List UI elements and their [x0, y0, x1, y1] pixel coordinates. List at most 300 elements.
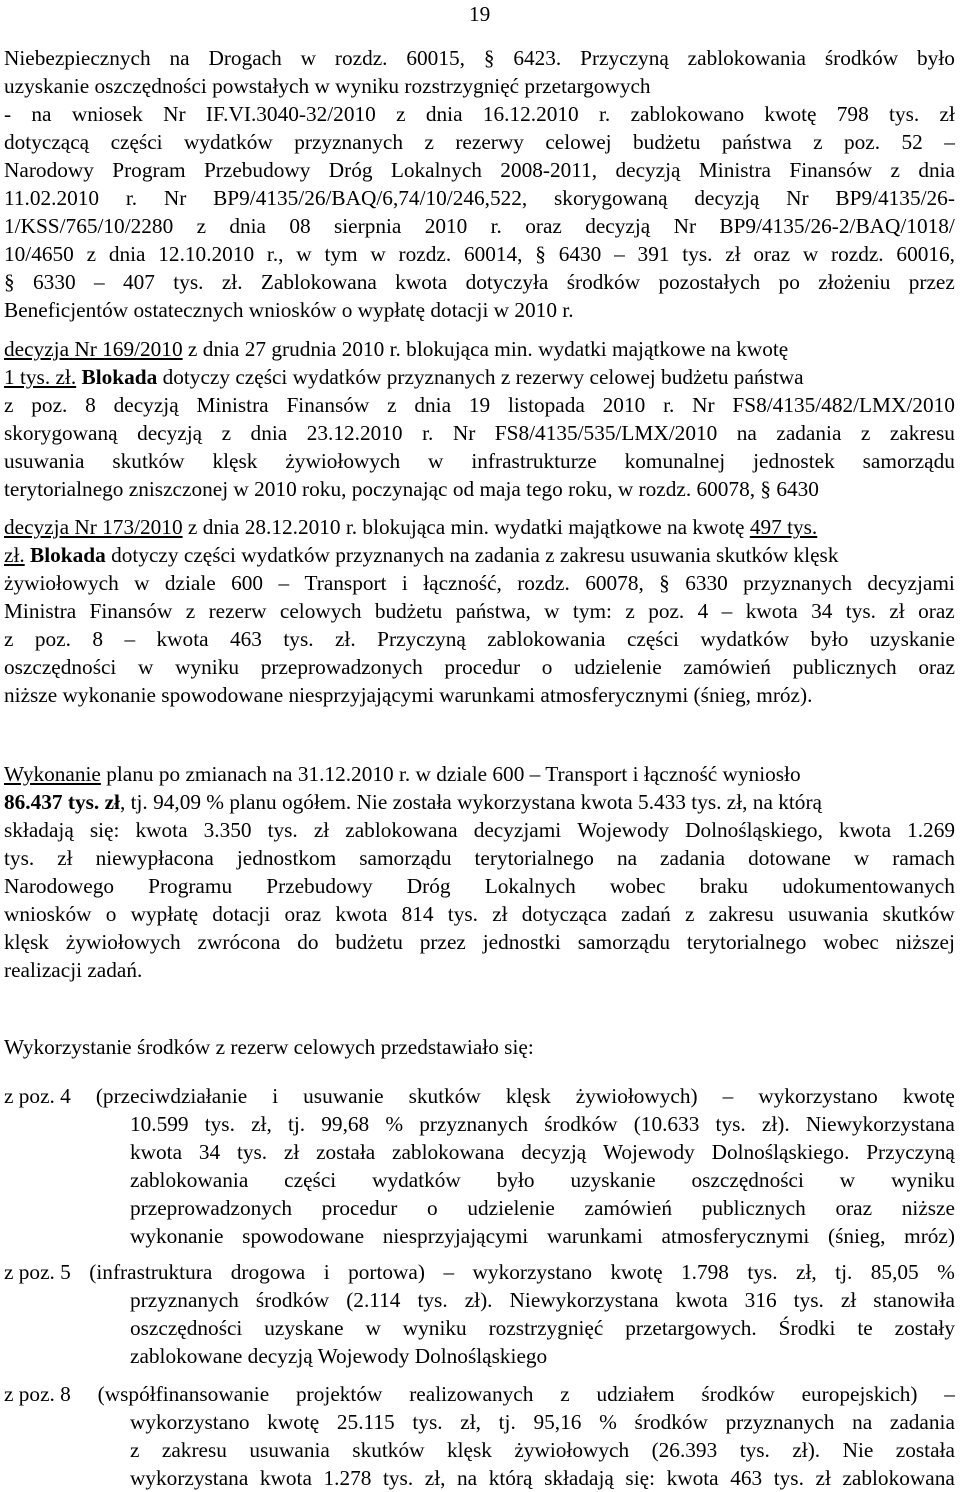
word: uzyskanie [570, 1168, 656, 1192]
text-line: Beneficjentów ostatecznych wniosków o wypłatę dotacji w 2010 r. [4, 298, 574, 322]
item-label: z poz. 8 [4, 1382, 71, 1406]
word: 60016, [896, 242, 955, 266]
word: zamówień [584, 1196, 673, 1220]
word: zadania [889, 1410, 955, 1434]
word: z [130, 1438, 140, 1462]
word: 16.12.2010 [482, 102, 579, 126]
word: 2008-2011, [500, 158, 598, 182]
word: tys. [236, 1140, 268, 1164]
blokada-label: Blokada [30, 543, 106, 567]
word: zł). [464, 1288, 493, 1312]
text-line [4, 653, 955, 681]
word: zł. [334, 627, 356, 651]
word: 85,05 [870, 1260, 919, 1284]
word: środków [566, 270, 641, 294]
word: dotycząca [521, 902, 607, 926]
word: BP9/4135/26/BAQ/6,74/10/246,522, [213, 186, 528, 210]
word: i [401, 571, 408, 595]
word: została [316, 1140, 376, 1164]
word: wykorzystano [758, 1084, 878, 1108]
word: r. [490, 214, 502, 238]
word: w [802, 242, 819, 266]
word: usuwania [249, 1438, 330, 1462]
word: spowodowane [242, 1224, 365, 1248]
page-number: 19 [469, 2, 491, 26]
word: klęsk [446, 1438, 492, 1462]
word: zł. [221, 270, 243, 294]
word: rozdz. [517, 571, 570, 595]
text-line: decyzja Nr 169/2010 z dnia 27 grudnia 2010 r. blokująca min. wydatki majątkowe na kwotę [4, 337, 789, 361]
word: wydatków [184, 130, 273, 154]
text-line [4, 100, 955, 128]
word: BP9/4135/26- [835, 186, 955, 210]
word: wykorzystano [130, 1410, 250, 1434]
word: Przyczyną [866, 1140, 955, 1164]
word: decyzjami [473, 818, 562, 842]
word: z [221, 421, 232, 445]
word: Nr [692, 393, 715, 417]
word: 798 [836, 102, 869, 126]
word: kwota [259, 1466, 312, 1490]
word: udzielenie [574, 655, 662, 679]
word: BP9/4135/26-2/BAQ/1018/ [719, 214, 955, 238]
word: tym [324, 242, 358, 266]
word: IF.VI.3040-32/2010 [205, 102, 376, 126]
word: tys. [739, 1438, 770, 1462]
word: (2.114 [346, 1288, 401, 1312]
word: przeprowadzonych [260, 655, 423, 679]
word: rozdz. [398, 242, 452, 266]
word: r. [599, 102, 611, 126]
word: w [296, 242, 312, 266]
word: dziale [164, 571, 216, 595]
word: kwota [395, 270, 448, 294]
item-label: z poz. 5 [4, 1260, 71, 1284]
word: 463 [230, 627, 262, 651]
word: przez [908, 270, 955, 294]
word: Wojewody [577, 818, 670, 842]
word: jednostkom [236, 846, 337, 870]
word: zł [283, 1140, 300, 1164]
word: komunalnej [624, 449, 726, 473]
word: kwota [666, 1466, 719, 1490]
word: oraz [753, 242, 791, 266]
word: dnia [918, 158, 955, 182]
word: w [365, 1316, 381, 1340]
word: 316 [744, 1288, 777, 1312]
word: tys. [267, 818, 298, 842]
text-line [4, 597, 955, 625]
word: portowa) [348, 1260, 425, 1284]
word: zakresu [708, 902, 774, 926]
word: tys. [773, 1466, 804, 1490]
word: zł [815, 1466, 831, 1490]
word: dnia [108, 242, 146, 266]
item-label: z poz. 4 [4, 1084, 71, 1108]
word: 60078, [585, 571, 644, 595]
word: z [4, 393, 14, 417]
text-line [130, 1110, 955, 1138]
word: dotowane [748, 846, 831, 870]
word: żywiołowych [285, 449, 401, 473]
word: 60014, [463, 242, 523, 266]
word: tj. [835, 1260, 853, 1284]
word: zł). [761, 1112, 790, 1136]
word: skutków [352, 1438, 425, 1462]
word: Przebudowy [266, 874, 373, 898]
word: dnia [414, 393, 452, 417]
word: poz. [648, 599, 685, 623]
word: kwota [135, 818, 188, 842]
word: państwa [721, 130, 792, 154]
word: zadania [776, 421, 842, 445]
text-line [4, 240, 955, 268]
word: się: [89, 818, 120, 842]
word: rezerwy [455, 130, 524, 154]
word: sierpnia [333, 214, 402, 238]
word: Niewykorzystana [805, 1112, 955, 1136]
word: tys. [204, 1112, 235, 1136]
decision-reference: decyzja Nr 173/2010 [4, 515, 183, 539]
word: Wojewody [603, 1140, 695, 1164]
word: mróz) [904, 1224, 955, 1248]
word: jednostki [482, 930, 561, 954]
text-line [4, 816, 955, 844]
word: z [185, 599, 196, 623]
word: (infrastruktura [89, 1260, 213, 1284]
text-line [4, 844, 955, 872]
word: kwota [745, 599, 798, 623]
word: 1.278 [323, 1466, 372, 1490]
word: kwotę [267, 1410, 320, 1434]
word: środków [824, 46, 899, 70]
text-line [130, 1138, 955, 1166]
word: budżetu [633, 130, 701, 154]
text-line [130, 1314, 955, 1342]
word: składają [544, 1466, 614, 1490]
word: było [810, 627, 849, 651]
word: – [93, 270, 105, 294]
text-line [130, 1166, 955, 1194]
paragraph-decision-169 [4, 335, 955, 503]
word: publicznych [701, 1196, 806, 1220]
word: Finansów [789, 158, 873, 182]
word: tys. [382, 1466, 414, 1490]
word: – [614, 242, 625, 266]
word: zł [939, 102, 955, 126]
word: publicznych [792, 655, 897, 679]
word: oszczędności [691, 1168, 804, 1192]
word: rozdz. [831, 242, 884, 266]
text-line [4, 447, 955, 475]
word: samorządu [359, 846, 452, 870]
word: 3.350 [203, 818, 252, 842]
word: zwrócona [197, 930, 281, 954]
word: oszczędności [4, 655, 117, 679]
word: zostały [894, 1316, 955, 1340]
word: zablokowana [392, 1140, 505, 1164]
word: decyzją [694, 186, 760, 210]
word: przez [419, 930, 466, 954]
word: tys. [417, 1288, 448, 1312]
word: Ministra [4, 599, 77, 623]
word: udzielenie [467, 1196, 555, 1220]
reserve-item-poz-5 [4, 1258, 955, 1368]
word: środków [701, 1382, 775, 1406]
word: z [4, 627, 14, 651]
word: zakresu [889, 421, 955, 445]
word: klęsk [4, 930, 49, 954]
word: 8 [92, 627, 104, 651]
word: o [541, 655, 553, 679]
word: 34 [811, 599, 833, 623]
word: w [370, 242, 386, 266]
word: na [616, 846, 638, 870]
amount: 1 tys. zł. [4, 365, 77, 389]
word: dotyczącą [4, 130, 90, 154]
word: 6430 [558, 242, 602, 266]
word: realizowanych [409, 1382, 534, 1406]
word: było [917, 46, 955, 70]
word: się: [625, 1466, 655, 1490]
word: przeprowadzonych [130, 1196, 293, 1220]
word: r., [266, 242, 284, 266]
word: oraz [284, 902, 322, 926]
word: Nr [673, 214, 697, 238]
word: decyzją [113, 393, 179, 417]
word: FS8/4135/482/LMX/2010 [732, 393, 955, 417]
word: klęsk [505, 1084, 551, 1108]
word: Nr [163, 186, 187, 210]
word: Nr [163, 102, 186, 126]
text-line: niższe wykonanie spowodowane niesprzyjającymi warunkami atmosferycznymi (śnieg, mróz). [4, 683, 813, 707]
total-amount: 86.437 tys. zł [4, 790, 120, 814]
word: samorządu [862, 449, 955, 473]
word: oraz [525, 214, 562, 238]
word: Finansów [286, 393, 370, 417]
word: (śnieg, [828, 1224, 886, 1248]
word: skorygowaną [4, 421, 118, 445]
word: udziałem [596, 1382, 675, 1406]
word: – [124, 627, 136, 651]
word: dnia [425, 102, 463, 126]
word: Nie [842, 1438, 874, 1462]
word: zł [889, 599, 905, 623]
word: tys. [845, 599, 876, 623]
word: 1.798 [680, 1260, 729, 1284]
word: jednostek [753, 449, 835, 473]
word: Narodowego [4, 874, 114, 898]
word: uzyskane [264, 1316, 344, 1340]
word: oraz [918, 599, 955, 623]
word: te [857, 1316, 873, 1340]
text-line [4, 900, 955, 928]
word: skutków [882, 902, 955, 926]
word: oszczędności [130, 1316, 243, 1340]
word: 95,16 [533, 1410, 582, 1434]
word: niższe [901, 1196, 955, 1220]
word: terytorialnego [474, 846, 594, 870]
word: części [110, 130, 163, 154]
word: Dolnośląskiego. [711, 1140, 850, 1164]
word: projektów [296, 1382, 383, 1406]
word: składają [4, 818, 74, 842]
word: została [895, 1438, 955, 1462]
word: poz. [34, 627, 71, 651]
word: dotyczyła [465, 270, 549, 294]
word: zł, [796, 1260, 817, 1284]
text-line [4, 928, 955, 956]
word: tys. [173, 270, 204, 294]
amount: 497 tys. [749, 515, 818, 539]
word: rozdz. [334, 46, 388, 70]
word: tys. [793, 1288, 824, 1312]
word: 08 [289, 214, 311, 238]
word: zadania [660, 846, 726, 870]
word: skutków [112, 449, 185, 473]
word: 25.115 [336, 1410, 395, 1434]
word: tym: [572, 599, 612, 623]
word: 60015, [406, 46, 465, 70]
text-line [4, 391, 955, 419]
word: Nr [786, 186, 809, 210]
word: kwota [156, 627, 209, 651]
word: na [169, 46, 190, 70]
word: wykonanie [130, 1224, 224, 1248]
word: zablokowania [687, 46, 806, 70]
word: i [323, 1260, 330, 1284]
word: Zablokowana [260, 270, 377, 294]
word: Niebezpiecznych [4, 46, 151, 70]
word: 2010 [602, 393, 646, 417]
word: z [86, 242, 97, 266]
word: Niewykorzystana [509, 1288, 659, 1312]
word: Lokalnych [390, 158, 482, 182]
word: tys. [715, 1112, 746, 1136]
word: w [134, 571, 150, 595]
word: zablokowania [487, 627, 606, 651]
word: 814 [401, 902, 434, 926]
word: klęsk [212, 449, 258, 473]
word: przyznanych [725, 1410, 835, 1434]
word: w [839, 1168, 856, 1192]
word: przyznanych [294, 130, 403, 154]
word: żywiołowych [4, 571, 119, 595]
word: Środki [778, 1316, 836, 1340]
word: usuwania [787, 902, 869, 926]
word: usuwania [4, 449, 85, 473]
word: zł [725, 242, 741, 266]
word: z [685, 902, 695, 926]
word: środków [544, 1112, 618, 1136]
item-first-line [4, 1082, 955, 1110]
text-line: decyzja Nr 173/2010 z dnia 28.12.2010 r. blokująca min. wydatki majątkowe na kwotę 497 tys. [4, 515, 818, 539]
word: warunkami [546, 1224, 643, 1248]
word: 8 [85, 393, 96, 417]
word: 391 [637, 242, 670, 266]
word: dnia [229, 214, 267, 238]
word: w [428, 449, 444, 473]
word: wykorzystana [130, 1466, 249, 1490]
word: celowej [545, 130, 612, 154]
word: łączność, [423, 571, 502, 595]
word: Przebudowy [203, 158, 311, 182]
word: 6423. [513, 46, 562, 70]
word: wobec [609, 874, 666, 898]
word: 600 [231, 571, 264, 595]
word: Ministra [196, 393, 269, 417]
word: Dróg [328, 158, 373, 182]
word: z [560, 1382, 570, 1406]
reserves-intro [4, 1033, 955, 1061]
word: zablokowana [345, 818, 458, 842]
word: Dolnośląskiego, [685, 818, 823, 842]
word: decyzją [521, 1140, 587, 1164]
word: tys. [682, 242, 713, 266]
word: (10.633 [633, 1112, 700, 1136]
word: stanowiła [873, 1288, 955, 1312]
word: do [297, 930, 319, 954]
word: 12.10.2010 [158, 242, 255, 266]
word: z [424, 130, 434, 154]
word: kwota [838, 818, 892, 842]
paragraph-execution [4, 760, 955, 984]
word: przyznanych [743, 571, 852, 595]
text-line [4, 569, 955, 597]
word: rozstrzygnięć [488, 1316, 604, 1340]
word: na [457, 1466, 478, 1490]
word: tys. [747, 1260, 778, 1284]
word: tys. [889, 102, 920, 126]
word: było [496, 1168, 535, 1192]
text-line [4, 268, 955, 296]
item-first-line [4, 1380, 955, 1408]
word: wydatków [700, 627, 790, 651]
word: kwotę [610, 1260, 663, 1284]
text-line [4, 625, 955, 653]
word: Transport [304, 571, 387, 595]
word: zł [840, 1288, 857, 1312]
word: budżetu [374, 599, 443, 623]
word: Programu [148, 874, 233, 898]
word: zł, [460, 1410, 481, 1434]
text-line: realizacji zadań. [4, 958, 143, 982]
text-line [4, 212, 955, 240]
word: 1/KSS/765/10/2280 [4, 214, 174, 238]
text-line [130, 1286, 955, 1314]
word: Drogach [208, 46, 282, 70]
word: – [944, 130, 955, 154]
word: dotacji [212, 902, 271, 926]
word: § [535, 242, 546, 266]
execution-label: Wykonanie [4, 762, 101, 786]
word: r. [125, 186, 138, 210]
word: samorządu [577, 930, 671, 954]
word: żywiołowych [65, 930, 181, 954]
word: oraz [835, 1196, 873, 1220]
word: z [890, 158, 900, 182]
word: 6330 [685, 571, 728, 595]
text-line: 86.437 tys. zł, tj. 94,09 % planu ogółem. Nie została wykorzystana kwota 5.433 tys. zł, na którą [4, 790, 822, 814]
word: 10/4650 [4, 242, 74, 266]
word: decyzją [585, 214, 651, 238]
word: 1.269 [907, 818, 955, 842]
word: żywiołowych) [575, 1084, 698, 1108]
text-line: uzyskanie oszczędności powstałych w wyniku rozstrzygnięć przetargowych [4, 74, 651, 98]
word: środków [634, 1410, 708, 1434]
word: § [483, 46, 495, 70]
word: o [105, 902, 117, 926]
